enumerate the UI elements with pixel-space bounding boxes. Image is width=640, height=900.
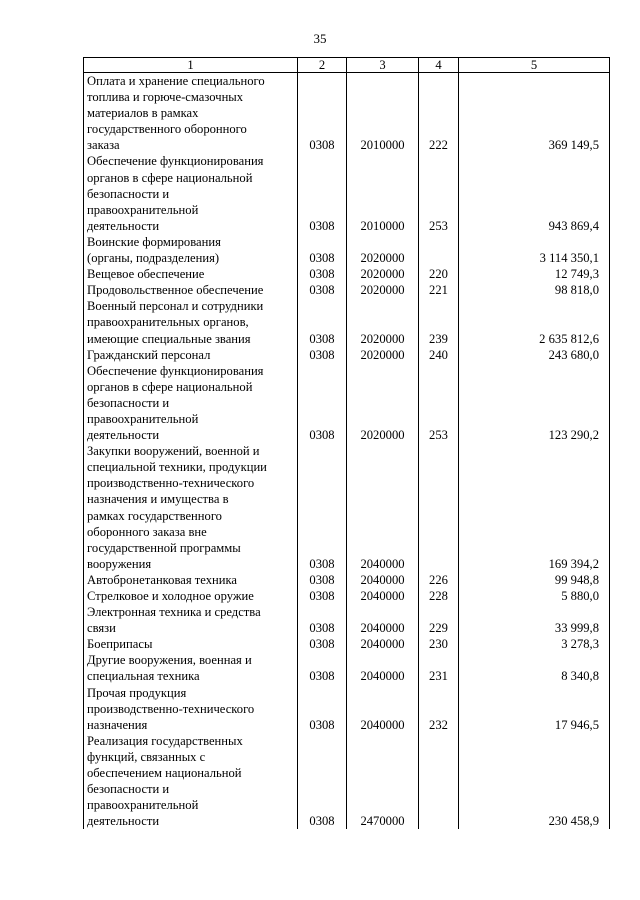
row-name-line: вооружения [87,556,152,571]
expense-type-cell: 222 [419,73,459,154]
row-name-line: (органы, подразделения) [87,251,220,266]
expense-type-cell: 228 [419,588,459,604]
row-name-line: Стрелковое и холодное оружие [87,589,254,603]
article-code-cell: 2020000 [347,234,419,266]
row-name-line: назначения и имущества в [87,492,229,507]
table-row [84,733,610,830]
section-code-cell: 0308 [298,298,347,346]
row-name-line: функций, связанных с [87,749,206,764]
row-name-line: Обеспечение функционирования [87,363,264,378]
row-name-line: органов в сфере национальной [87,170,253,185]
row-name-line: обеспечением национальной [87,766,242,781]
section-code-cell: 0308 [298,234,347,266]
article-code-cell: 2020000 [347,282,419,298]
amount-cell: 5 880,0 [459,588,610,604]
table-body [84,73,610,830]
row-name-line: Обеспечение функционирования [87,154,264,169]
table-row [84,73,610,154]
section-code-cell: 0308 [298,733,347,830]
amount-cell: 243 680,0 [459,347,610,363]
row-name-line: Реализация государственных [87,733,243,748]
expense-type-cell: 221 [419,282,459,298]
row-name-line: заказа [87,138,120,153]
amount-cell: 12 749,3 [459,266,610,282]
row-name-line: правоохранительной [87,202,199,217]
header-col-1: 1 [84,58,298,73]
amount-cell: 2 635 812,6 [459,298,610,346]
table-row [84,347,610,363]
section-code-cell: 0308 [298,685,347,733]
row-name-cell [84,572,298,588]
row-name-line: государственной программы [87,540,241,555]
row-name-line: органов в сфере национальной [87,379,253,394]
row-name-line: Автобронетанковая техника [87,572,237,587]
table-row [84,572,610,588]
row-name-line: деятельности [87,218,160,233]
expense-type-cell: 231 [419,652,459,684]
expense-type-cell: 229 [419,604,459,636]
budget-table [83,57,610,829]
row-name-line: Электронная техника и средства [87,605,261,620]
header-row [84,58,610,73]
row-name-line: Воинские формирования [87,234,221,249]
article-code-cell: 2040000 [347,588,419,604]
row-name-line: рамках государственного [87,508,222,523]
amount-cell: 3 278,3 [459,636,610,652]
table-row [84,282,610,298]
table-row [84,636,610,652]
row-name-line: материалов в рамках [87,106,199,121]
section-code-cell: 0308 [298,153,347,233]
row-name-cell [84,636,298,652]
row-name-cell [84,604,298,636]
row-name-line: Продовольственное обеспечение [87,283,264,298]
section-code-cell: 0308 [298,347,347,363]
section-code-cell: 0308 [298,266,347,282]
row-name-line: Другие вооружения, военная и [87,653,252,668]
section-code-cell: 0308 [298,652,347,684]
article-code-cell: 2040000 [347,636,419,652]
amount-cell: 169 394,2 [459,443,610,572]
expense-type-cell: 226 [419,572,459,588]
header-col-2: 2 [298,58,347,73]
row-name-line: Вещевое обеспечение [87,267,205,282]
row-name-line: Военный персонал и сотрудники [87,299,264,314]
article-code-cell: 2020000 [347,298,419,346]
section-code-cell: 0308 [298,363,347,443]
row-name-cell [84,363,298,443]
expense-type-cell [419,234,459,266]
expense-type-cell: 220 [419,266,459,282]
row-name-cell [84,685,298,733]
article-code-cell: 2040000 [347,443,419,572]
table-row [84,266,610,282]
article-code-cell: 2020000 [347,266,419,282]
amount-cell: 99 948,8 [459,572,610,588]
section-code-cell: 0308 [298,282,347,298]
page-number: 35 [313,31,327,46]
row-name-line: Закупки вооружений, военной и [87,444,260,459]
amount-cell: 123 290,2 [459,363,610,443]
section-code-cell: 0308 [298,636,347,652]
row-name-line: безопасности и [87,395,170,410]
amount-cell: 98 818,0 [459,282,610,298]
row-name-line: правоохранительных органов, [87,315,249,330]
row-name-cell [84,588,298,604]
table-row [84,652,610,684]
row-name-line: Прочая продукция [87,685,187,700]
expense-type-cell: 240 [419,347,459,363]
row-name-cell [84,443,298,572]
row-name-line: Гражданский персонал [87,347,211,362]
row-name-line: безопасности и [87,186,170,201]
table-row [84,604,610,636]
row-name-line: назначения [87,717,148,732]
section-code-cell: 0308 [298,572,347,588]
table-row [84,234,610,266]
article-code-cell: 2020000 [347,347,419,363]
section-code-cell: 0308 [298,604,347,636]
table-row [84,685,610,733]
row-name-line: связи [87,621,116,636]
row-name-line: Боеприпасы [87,637,153,652]
expense-type-cell: 239 [419,298,459,346]
article-code-cell: 2470000 [347,733,419,830]
row-name-cell [84,282,298,298]
amount-cell: 17 946,5 [459,685,610,733]
article-code-cell: 2040000 [347,652,419,684]
table-row [84,153,610,233]
expense-type-cell: 230 [419,636,459,652]
row-name-line: имеющие специальные звания [87,331,251,346]
amount-cell: 943 869,4 [459,153,610,233]
row-name-cell [84,733,298,830]
amount-cell: 33 999,8 [459,604,610,636]
row-name-line: топлива и горюче-смазочных [87,90,244,105]
header-col-5: 5 [459,58,610,73]
section-code-cell: 0308 [298,443,347,572]
row-name-cell [84,298,298,346]
header-col-4: 4 [419,58,459,73]
amount-cell: 3 114 350,1 [459,234,610,266]
row-name-line: специальной техники, продукции [87,460,267,475]
article-code-cell: 2020000 [347,363,419,443]
amount-cell: 8 340,8 [459,652,610,684]
table-row [84,443,610,572]
row-name-line: Оплата и хранение специального [87,74,265,88]
row-name-line: государственного оборонного [87,122,247,137]
article-code-cell: 2010000 [347,153,419,233]
article-code-cell: 2040000 [347,604,419,636]
row-name-line: безопасности и [87,782,170,797]
article-code-cell: 2010000 [347,73,419,154]
table-row [84,588,610,604]
section-code-cell: 0308 [298,73,347,154]
amount-cell: 230 458,9 [459,733,610,830]
row-name-line: производственно-технического [87,476,255,491]
row-name-line: правоохранительной [87,411,199,426]
row-name-line: специальная техника [87,669,200,684]
expense-type-cell: 253 [419,153,459,233]
expense-type-cell: 253 [419,363,459,443]
table-row [84,363,610,443]
expense-type-cell [419,733,459,830]
table-row [84,298,610,346]
row-name-line: деятельности [87,428,160,443]
row-name-line: деятельности [87,814,160,829]
row-name-cell [84,652,298,684]
row-name-cell [84,153,298,233]
row-name-cell [84,347,298,363]
expense-type-cell: 232 [419,685,459,733]
amount-cell: 369 149,5 [459,73,610,154]
row-name-cell [84,234,298,266]
article-code-cell: 2040000 [347,685,419,733]
row-name-line: производственно-технического [87,701,255,716]
section-code-cell: 0308 [298,588,347,604]
expense-type-cell [419,443,459,572]
row-name-line: правоохранительной [87,798,199,813]
row-name-cell [84,266,298,282]
article-code-cell: 2040000 [347,572,419,588]
row-name-line: оборонного заказа вне [87,524,207,539]
header-col-3: 3 [347,58,419,73]
row-name-cell [84,73,298,154]
